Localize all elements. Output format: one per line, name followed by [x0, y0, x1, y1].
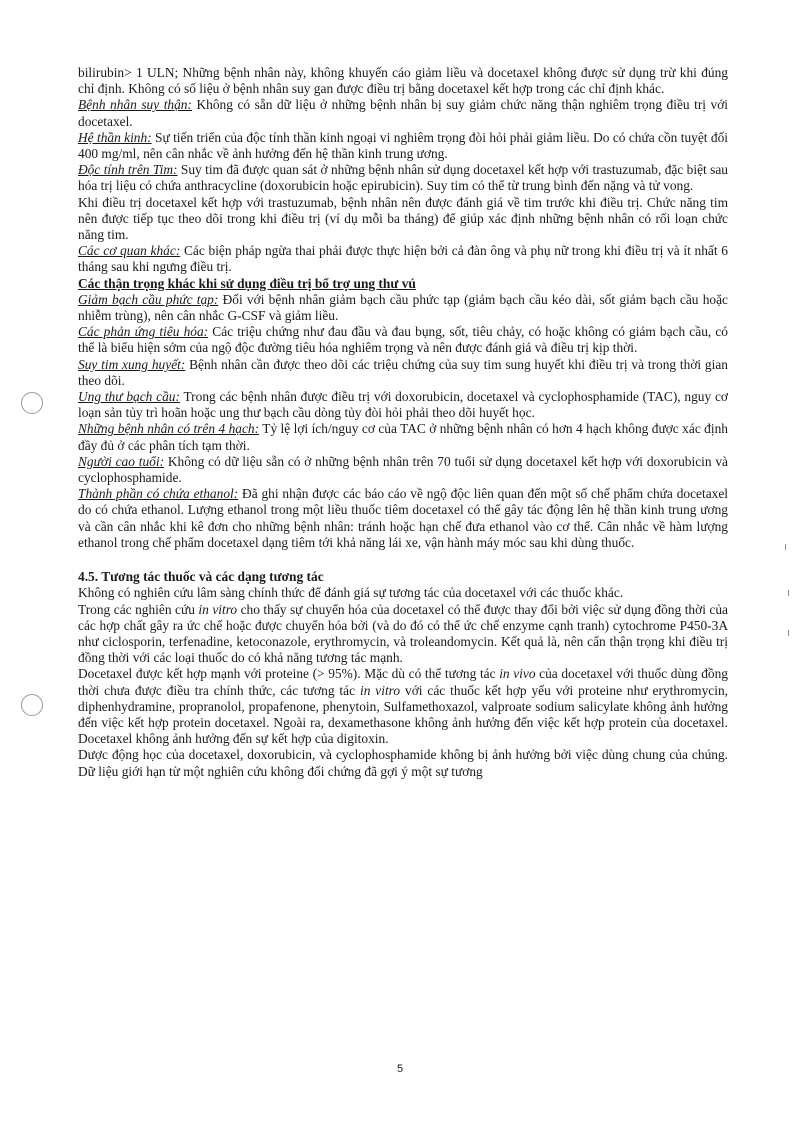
- section-lead: Các phản ứng tiêu hóa:: [78, 324, 209, 340]
- section-gap: [78, 551, 728, 569]
- list-item: Suy tim xung huyết: Bệnh nhân cần được theo dõi các triệu chứng của suy tim sung huyết khi điều trị và trong thời gian theo dõi.: [78, 356, 728, 388]
- list-item: Những bệnh nhân có trên 4 hạch: Tỷ lệ lợi ích/nguy cơ của TAC ở những bệnh nhân có hơn 4 hạch không được xác định đầy đủ ở các phân tích tạm thời.: [78, 421, 728, 453]
- section-lead: Thành phần có chứa ethanol:: [78, 486, 239, 502]
- list-item: Giảm bạch cầu phức tạp: Đối với bệnh nhân giảm bạch cầu phức tạp (giảm bạch cầu kéo dài, sốt giảm bạch cầu hoặc nhiễm trùng), nên cân nhắc G-CSF và giảm liều.: [78, 291, 729, 324]
- section-lead: Ung thư bạch cầu:: [78, 389, 180, 405]
- paragraph: Độc tính trên Tim: Suy tim đã được quan sát ở những bệnh nhân sử dụng docetaxel kết hợp với trastuzumab, đặc biệt sau hóa trị liệu có chứa anthracycline (doxorubicin hoặc epirubicin). Suy tim có thể từ trung bình đến nặng và tử vong.: [78, 162, 729, 194]
- section-lead: Những bệnh nhân có trên 4 hạch:: [78, 421, 260, 437]
- paragraph: Không có nghiên cứu lâm sàng chính thức để đánh giá sự tương tác của docetaxel với các thuốc khác.: [78, 585, 624, 601]
- paragraph: bilirubin> 1 ULN; Những bệnh nhân này, không khuyến cáo giảm liều và docetaxel không được sử dụng trừ khi đúng chỉ định. Không có số liệu ở bệnh nhân suy gan được điều trị bằng docetaxel kết hợp trong các chỉ định khác.: [78, 65, 728, 97]
- punch-hole-bottom: [21, 694, 43, 716]
- paragraph: Các cơ quan khác: Các biện pháp ngừa thai phải được thực hiện bởi cả đàn ông và phụ nữ trong khi điều trị và ít nhất 6 tháng sau khi ngưng điều trị.: [78, 243, 728, 275]
- margin-mark: ı: [784, 540, 788, 553]
- paragraph: Khi điều trị docetaxel kết hợp với trastuzumab, bệnh nhân nên được đánh giá về tim trước khi điều trị. Chức năng tim nên được tiếp tục theo dõi trong khi điều trị (ví dụ mỗi ba tháng) để giúp xác định những bệnh nhân có rối loạn chức năng tim.: [78, 194, 728, 243]
- paragraph: Trong các nghiên cứu in vitro cho thấy sự chuyển hóa của docetaxel có thể được thay đổi bởi việc sử dụng đồng thời của các hợp chất gây ra ức chế hoặc được chuyển hóa bởi (và do đó có thể ức chế enzyme cạnh tranh) cytochrome P450-3A như ciclosporin, terfenadine, ketoconazole, erythromycin, và troleandomycin. Kết quả là, nên cẩn thận trọng khi điều trị đồng thời với các loại thuốc do có khả năng tương tác mạnh.: [78, 601, 728, 666]
- paragraph: Bệnh nhân suy thận: Không có sẵn dữ liệu ở những bệnh nhân bị suy giảm chức năng thận nghiêm trọng điều trị với docetaxel.: [78, 97, 729, 129]
- section-lead: Giảm bạch cầu phức tạp:: [78, 291, 219, 307]
- section-lead: Hệ thần kinh:: [78, 129, 152, 145]
- list-item: Ung thư bạch cầu: Trong các bệnh nhân được điều trị với doxorubicin, docetaxel và cyclophosphamide (TAC), nguy cơ loạn sản tủy trì hoãn hoặc ung thư bạch cầu dòng tủy đòi hỏi phải theo dõi huyết học.: [78, 389, 728, 421]
- section-lead: Các cơ quan khác:: [78, 243, 181, 259]
- margin-mark: ı: [787, 586, 791, 599]
- section-lead: Độc tính trên Tim:: [78, 162, 178, 178]
- paragraph: Dược động học của docetaxel, doxorubicin, và cyclophosphamide không bị ảnh hưởng bởi việc dùng chung của chúng. Dữ liệu giới hạn từ một nghiên cứu không đối chứng đã gợi ý một sự tương: [78, 747, 728, 779]
- list-item: Thành phần có chứa ethanol: Đã ghi nhận được các báo cáo về ngộ độc liên quan đến một số chế phẩm chứa docetaxel do có chứa ethanol. Lượng ethanol trong một liều thuốc tiêm docetaxel có thể gây tác động lên hệ thần kinh trung ương và cần cân nhắc khi kê đơn cho những bệnh nhân: tránh hoặc hạn chế đưa ethanol vào cơ thể. Cân nhắc về hàm lượng ethanol trong chế phẩm docetaxel dạng tiêm tới khả năng lái xe, vận hành máy móc sau khi dùng thuốc.: [78, 486, 728, 550]
- paragraph: Docetaxel được kết hợp mạnh với proteine (> 95%). Mặc dù có thể tương tác in vivo của docetaxel với thuốc dùng đồng thời chưa được điều tra chính thức, các tương tác in vitro với các thuốc kết hợp yếu với proteine như erythromycin, diphenhydramine, propranolol, propafenone, phenytoin, Sulfamethoxazol, valproate sodium salicylate không ảnh hưởng đến việc kết hợp protein docetaxel. Ngoài ra, dexamethasone không ảnh hưởng đến việc kết hợp protein của docetaxel. Docetaxel không ảnh hưởng đến sự kết hợp của digitoxin.: [78, 666, 728, 747]
- section-lead: Suy tim xung huyết:: [78, 356, 186, 372]
- section-heading: 4.5. Tương tác thuốc và các dạng tương tác: [78, 569, 324, 585]
- page-number: 5: [396, 1063, 404, 1075]
- list-item: Người cao tuổi: Không có dữ liệu sẵn có ở những bệnh nhân trên 70 tuổi sử dụng docetaxel kết hợp với doxorubicin và cyclophosphamide.: [78, 453, 728, 486]
- section-lead: Người cao tuổi:: [78, 453, 165, 469]
- section-heading: Các thận trọng khác khi sử dụng điều trị bổ trợ ung thư vú: [78, 275, 416, 291]
- list-item: Các phản ứng tiêu hóa: Các triệu chứng như đau đầu và đau bụng, sốt, tiêu chảy, có hoặc không có giảm bạch cầu, có thể là biểu hiện sớm của ngộ độc đường tiêu hóa nghiêm trọng và nên được đánh giá và điều trị kịp thời.: [78, 324, 728, 356]
- punch-hole-top: [21, 392, 43, 414]
- margin-mark: ı: [787, 626, 791, 639]
- paragraph: Hệ thần kinh: Sự tiến triển của độc tính thần kinh ngoại vi nghiêm trọng đòi hỏi phải giảm liều. Do có chứa cồn tuyệt đối 400 mg/ml, nên cân nhắc về ảnh hưởng đến hệ thần kinh trung ương.: [78, 129, 728, 162]
- section-lead: Bệnh nhân suy thận:: [78, 97, 192, 113]
- document-body: [78, 65, 728, 780]
